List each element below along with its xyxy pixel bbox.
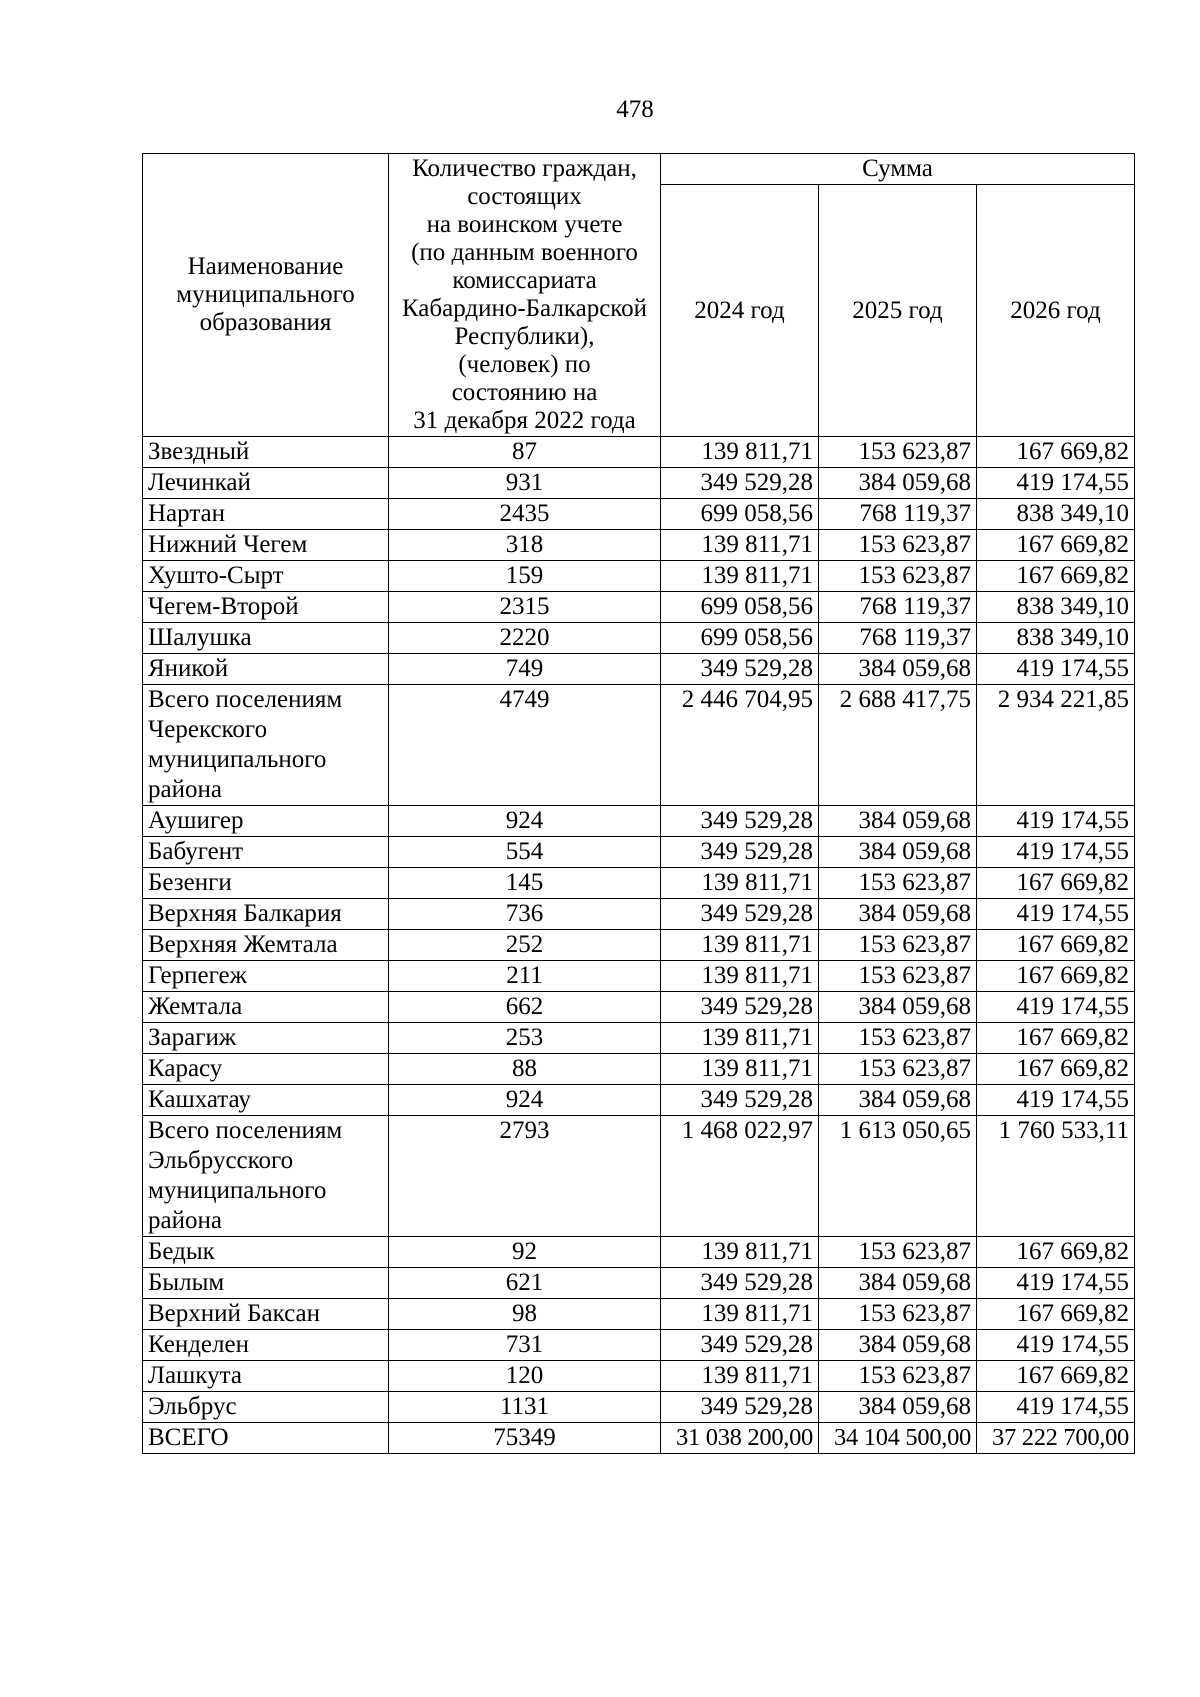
row-value-2026: 167 669,82	[977, 1361, 1135, 1392]
row-value-2026: 2 934 221,85	[977, 685, 1135, 806]
row-value-2025: 153 623,87	[819, 437, 977, 468]
row-count: 253	[389, 1023, 661, 1054]
header-count-line: на воинском учете	[426, 211, 623, 238]
row-value-2026: 167 669,82	[977, 961, 1135, 992]
header-name-line: образования	[199, 309, 332, 336]
table-row	[143, 654, 1135, 685]
row-count: 98	[389, 1299, 661, 1330]
row-value-2024: 349 529,28	[661, 1330, 819, 1361]
row-value-2026: 419 174,55	[977, 1268, 1135, 1299]
row-name: Аушигер	[143, 806, 389, 837]
row-count: 2220	[389, 623, 661, 654]
header-count-line: (по данным военного	[411, 239, 638, 266]
row-name: Нижний Чегем	[143, 530, 389, 561]
row-name: Бедык	[143, 1237, 389, 1268]
table-row	[143, 837, 1135, 868]
row-value-2025: 384 059,68	[819, 837, 977, 868]
table-row	[143, 623, 1135, 654]
table-row	[143, 1268, 1135, 1299]
row-value-2024: 349 529,28	[661, 468, 819, 499]
row-value-2026: 167 669,82	[977, 437, 1135, 468]
row-value-2025: 384 059,68	[819, 1330, 977, 1361]
row-value-2025: 153 623,87	[819, 561, 977, 592]
row-value-2025: 384 059,68	[819, 1392, 977, 1423]
row-name: Лечинкай	[143, 468, 389, 499]
row-count: 88	[389, 1054, 661, 1085]
row-value-2026: 419 174,55	[977, 992, 1135, 1023]
table-row	[143, 930, 1135, 961]
header-name-line: муниципального	[176, 281, 355, 308]
row-count: 4749	[389, 685, 661, 806]
row-value-2025: 384 059,68	[819, 654, 977, 685]
table-row	[143, 1299, 1135, 1330]
row-name: Былым	[143, 1268, 389, 1299]
row-count: 662	[389, 992, 661, 1023]
header-count-line: Количество граждан,	[412, 155, 637, 182]
row-value-2024: 139 811,71	[661, 868, 819, 899]
row-value-2025: 1 613 050,65	[819, 1116, 977, 1237]
row-name: Шалушка	[143, 623, 389, 654]
table-row	[143, 1054, 1135, 1085]
row-count: 749	[389, 654, 661, 685]
table-header	[143, 154, 1135, 437]
row-value-2025: 153 623,87	[819, 1299, 977, 1330]
header-count-line: 31 декабря 2022 года	[413, 407, 636, 434]
row-value-2026: 167 669,82	[977, 530, 1135, 561]
grand-total-count: 75349	[389, 1423, 661, 1454]
row-name: Верхняя Жемтала	[143, 930, 389, 961]
row-name: Нартан	[143, 499, 389, 530]
row-value-2024: 349 529,28	[661, 806, 819, 837]
table-row	[143, 499, 1135, 530]
row-value-2024: 349 529,28	[661, 1268, 819, 1299]
header-count-line: (человек) по	[458, 351, 591, 378]
header-year-2024: 2024 год	[661, 185, 819, 437]
header-name	[143, 154, 389, 437]
row-count: 924	[389, 806, 661, 837]
header-count-line: Кабардино-Балкарской	[401, 295, 648, 322]
row-name: Верхний Баксан	[143, 1299, 389, 1330]
row-name: Всего поселениям Черекского муниципального района	[143, 685, 389, 806]
row-count: 211	[389, 961, 661, 992]
row-value-2025: 768 119,37	[819, 592, 977, 623]
row-value-2024: 139 811,71	[661, 1023, 819, 1054]
header-year-2025: 2025 год	[819, 185, 977, 437]
row-count: 1131	[389, 1392, 661, 1423]
table-row	[143, 1085, 1135, 1116]
row-value-2024: 139 811,71	[661, 530, 819, 561]
row-value-2025: 384 059,68	[819, 806, 977, 837]
row-value-2024: 139 811,71	[661, 930, 819, 961]
subtotal-row	[143, 685, 1135, 806]
row-value-2024: 699 058,56	[661, 592, 819, 623]
table-row	[143, 899, 1135, 930]
row-value-2024: 139 811,71	[661, 437, 819, 468]
row-name: Кенделен	[143, 1330, 389, 1361]
row-name: Верхняя Балкария	[143, 899, 389, 930]
header-count-line: состоящих	[467, 183, 582, 210]
row-value-2024: 1 468 022,97	[661, 1116, 819, 1237]
row-value-2025: 153 623,87	[819, 1054, 977, 1085]
row-count: 621	[389, 1268, 661, 1299]
row-name: Кашхатау	[143, 1085, 389, 1116]
row-value-2026: 419 174,55	[977, 806, 1135, 837]
grand-total-2024: 31 038 200,00	[661, 1423, 819, 1454]
row-name: Всего поселениям Эльбрусского муниципального района	[143, 1116, 389, 1237]
row-value-2026: 419 174,55	[977, 1085, 1135, 1116]
row-value-2026: 167 669,82	[977, 561, 1135, 592]
grand-total-name: ВСЕГО	[143, 1423, 389, 1454]
table-row	[143, 561, 1135, 592]
row-name: Чегем-Второй	[143, 592, 389, 623]
row-value-2026: 167 669,82	[977, 930, 1135, 961]
row-value-2025: 153 623,87	[819, 1361, 977, 1392]
row-value-2025: 768 119,37	[819, 623, 977, 654]
row-value-2026: 167 669,82	[977, 1299, 1135, 1330]
allocation-table	[142, 153, 1135, 1454]
grand-total-2025: 34 104 500,00	[819, 1423, 977, 1454]
row-value-2024: 349 529,28	[661, 899, 819, 930]
row-value-2026: 419 174,55	[977, 1330, 1135, 1361]
table-body	[143, 437, 1135, 1423]
row-value-2025: 153 623,87	[819, 961, 977, 992]
grand-total-2026: 37 222 700,00	[977, 1423, 1135, 1454]
row-value-2026: 167 669,82	[977, 1023, 1135, 1054]
row-value-2026: 167 669,82	[977, 1054, 1135, 1085]
row-value-2025: 384 059,68	[819, 1268, 977, 1299]
row-count: 924	[389, 1085, 661, 1116]
row-count: 318	[389, 530, 661, 561]
row-value-2024: 139 811,71	[661, 1299, 819, 1330]
row-count: 159	[389, 561, 661, 592]
row-value-2024: 349 529,28	[661, 992, 819, 1023]
header-count-line: состоянию на	[451, 379, 598, 406]
row-value-2026: 1 760 533,11	[977, 1116, 1135, 1237]
row-value-2025: 384 059,68	[819, 468, 977, 499]
row-count: 92	[389, 1237, 661, 1268]
table-row	[143, 1330, 1135, 1361]
header-count-line: Республики),	[454, 323, 595, 350]
row-value-2024: 349 529,28	[661, 1085, 819, 1116]
header-count	[389, 154, 661, 437]
header-name-line: Наименование	[187, 253, 344, 280]
row-value-2024: 349 529,28	[661, 837, 819, 868]
row-name: Хушто-Сырт	[143, 561, 389, 592]
row-name: Безенги	[143, 868, 389, 899]
row-value-2026: 419 174,55	[977, 468, 1135, 499]
row-value-2026: 419 174,55	[977, 1392, 1135, 1423]
row-value-2025: 153 623,87	[819, 1023, 977, 1054]
row-name: Жемтала	[143, 992, 389, 1023]
row-name: Яникой	[143, 654, 389, 685]
row-value-2025: 153 623,87	[819, 1237, 977, 1268]
row-count: 2315	[389, 592, 661, 623]
row-value-2026: 167 669,82	[977, 868, 1135, 899]
table-row	[143, 1237, 1135, 1268]
table-footer	[143, 1423, 1135, 1454]
row-value-2024: 139 811,71	[661, 1054, 819, 1085]
row-name: Бабугент	[143, 837, 389, 868]
row-value-2025: 384 059,68	[819, 992, 977, 1023]
row-count: 931	[389, 468, 661, 499]
row-name: Герпегеж	[143, 961, 389, 992]
header-count-line: комиссариата	[452, 267, 597, 294]
row-count: 252	[389, 930, 661, 961]
table-row	[143, 1392, 1135, 1423]
row-value-2024: 139 811,71	[661, 1361, 819, 1392]
table-row	[143, 992, 1135, 1023]
row-value-2026: 419 174,55	[977, 654, 1135, 685]
row-value-2025: 384 059,68	[819, 1085, 977, 1116]
row-name: Зарагиж	[143, 1023, 389, 1054]
row-count: 145	[389, 868, 661, 899]
row-value-2025: 768 119,37	[819, 499, 977, 530]
table-row	[143, 1023, 1135, 1054]
table-row	[143, 961, 1135, 992]
row-count: 2435	[389, 499, 661, 530]
row-value-2025: 153 623,87	[819, 930, 977, 961]
row-name: Эльбрус	[143, 1392, 389, 1423]
row-value-2024: 139 811,71	[661, 961, 819, 992]
header-sum: Сумма	[661, 154, 1135, 185]
row-count: 731	[389, 1330, 661, 1361]
row-value-2025: 384 059,68	[819, 899, 977, 930]
page-number: 478	[616, 96, 654, 123]
table-row	[143, 1361, 1135, 1392]
row-name: Лашкута	[143, 1361, 389, 1392]
row-value-2024: 139 811,71	[661, 561, 819, 592]
row-name: Звездный	[143, 437, 389, 468]
row-value-2026: 167 669,82	[977, 1237, 1135, 1268]
row-value-2025: 2 688 417,75	[819, 685, 977, 806]
table-row	[143, 806, 1135, 837]
header-year-2026: 2026 год	[977, 185, 1135, 437]
row-value-2026: 419 174,55	[977, 899, 1135, 930]
row-value-2026: 419 174,55	[977, 837, 1135, 868]
row-name: Карасу	[143, 1054, 389, 1085]
row-value-2026: 838 349,10	[977, 592, 1135, 623]
table-row	[143, 530, 1135, 561]
table-row	[143, 437, 1135, 468]
row-value-2024: 139 811,71	[661, 1237, 819, 1268]
row-count: 554	[389, 837, 661, 868]
row-value-2025: 153 623,87	[819, 530, 977, 561]
row-value-2026: 838 349,10	[977, 623, 1135, 654]
row-count: 87	[389, 437, 661, 468]
row-count: 2793	[389, 1116, 661, 1237]
row-count: 736	[389, 899, 661, 930]
row-value-2024: 699 058,56	[661, 499, 819, 530]
row-count: 120	[389, 1361, 661, 1392]
table-row	[143, 868, 1135, 899]
table-row	[143, 468, 1135, 499]
row-value-2024: 699 058,56	[661, 623, 819, 654]
table-row	[143, 592, 1135, 623]
row-value-2026: 838 349,10	[977, 499, 1135, 530]
row-value-2024: 349 529,28	[661, 654, 819, 685]
row-value-2024: 349 529,28	[661, 1392, 819, 1423]
subtotal-row	[143, 1116, 1135, 1237]
row-value-2025: 153 623,87	[819, 868, 977, 899]
row-value-2024: 2 446 704,95	[661, 685, 819, 806]
